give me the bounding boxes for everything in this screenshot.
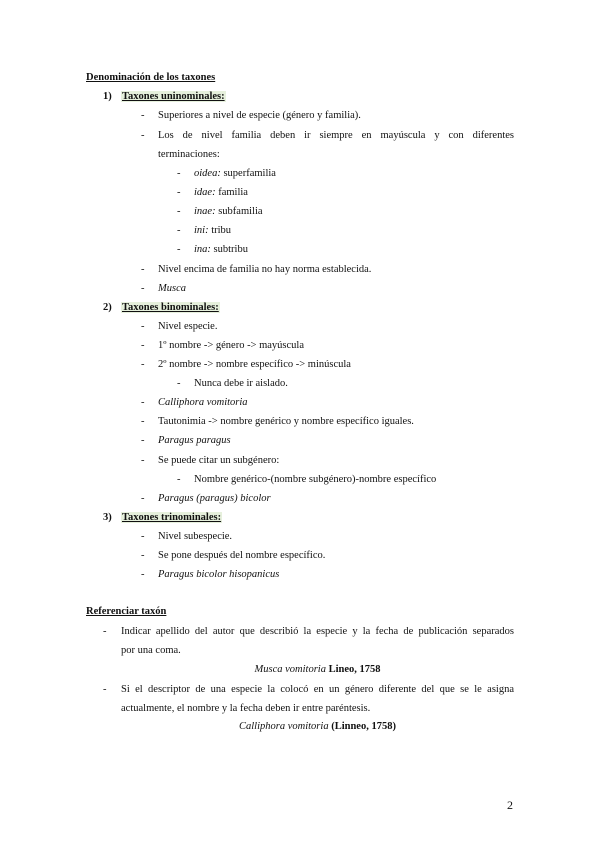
bullet-dash: -: [141, 110, 145, 121]
taxon-name: Musca: [158, 283, 186, 294]
list-number: 2): [103, 302, 112, 313]
list-item: Nivel especie.: [158, 321, 218, 332]
list-item: Superiores a nivel de especie (género y familia).: [158, 110, 361, 121]
suffix-term: inae:: [194, 206, 216, 217]
list-item: Nivel subespecie.: [158, 531, 233, 542]
paragraph-line: Indicar apellido del autor que describió la especie y la fecha de publicación separados: [121, 626, 514, 637]
bullet-dash: -: [177, 244, 181, 255]
section-title-denominacion: Denominación de los taxones: [86, 72, 216, 83]
list-number: 3): [103, 512, 112, 523]
list-item-example: [158, 283, 186, 294]
list-item: Los de nivel familia deben ir siempre en mayúscula y con diferentes: [158, 130, 514, 141]
paragraph-line: Si el descriptor de una especie la colocó en un género diferente del que se le asigna: [121, 684, 514, 695]
page-number: 2: [507, 798, 513, 812]
list-item-example: [158, 493, 271, 504]
bullet-dash: -: [141, 531, 145, 542]
list-item: 2º nombre -> nombre específico -> minúscula: [158, 359, 351, 370]
citation-example: [121, 721, 514, 732]
bullet-dash: -: [141, 569, 145, 580]
suffix-desc: subfamilia: [215, 206, 263, 217]
subsection-title-trinominales: Taxones trinominales:: [122, 512, 222, 523]
bullet-dash: -: [177, 206, 181, 217]
bullet-dash: -: [177, 187, 181, 198]
sub-list-item: Nunca debe ir aislado.: [194, 378, 288, 389]
bullet-dash: -: [141, 283, 145, 294]
bullet-dash: -: [177, 225, 181, 236]
citation-example: [121, 664, 514, 675]
bullet-dash: -: [177, 168, 181, 179]
suffix-term: idae:: [194, 187, 216, 198]
suffix-desc: subtribu: [210, 244, 248, 255]
bullet-dash: -: [177, 474, 181, 485]
bullet-dash: -: [103, 626, 107, 637]
paragraph-line: actualmente, el nombre y la fecha deben ir entre paréntesis.: [121, 703, 371, 714]
bullet-dash: -: [141, 493, 145, 504]
bullet-dash: -: [141, 416, 145, 427]
bullet-dash: -: [141, 359, 145, 370]
suffix-term: ina:: [194, 244, 211, 255]
list-item: Se pone después del nombre específico.: [158, 550, 326, 561]
list-item: Se puede citar un subgénero:: [158, 455, 280, 466]
species-name: Musca vomitoria: [254, 664, 326, 675]
list-number: 1): [103, 91, 112, 102]
bullet-dash: -: [141, 264, 145, 275]
suffix-desc: superfamilia: [220, 168, 276, 179]
list-item: Tautonimia -> nombre genérico y nombre específico iguales.: [158, 416, 414, 427]
sub-list-item: [194, 206, 263, 217]
taxon-name: Paragus bicolor hisopanicus: [158, 569, 280, 580]
sub-list-item: [194, 187, 248, 198]
bullet-dash: -: [141, 550, 145, 561]
sub-list-item: [194, 225, 231, 236]
species-name: Calliphora vomitoria: [239, 721, 329, 732]
bullet-dash: -: [141, 455, 145, 466]
bullet-dash: -: [177, 378, 181, 389]
suffix-desc: tribu: [208, 225, 232, 236]
list-item: 1º nombre -> género -> mayúscula: [158, 340, 305, 351]
sub-list-item: Nombre genérico-(nombre subgénero)-nombre específico: [194, 474, 437, 485]
taxon-name: Paragus paragus: [158, 435, 231, 446]
sub-list-item: [194, 168, 276, 179]
sub-list-item: [194, 244, 248, 255]
taxon-name: Paragus (paragus) bicolor: [158, 493, 271, 504]
bullet-dash: -: [141, 397, 145, 408]
subsection-title-uninominales: Taxones uninominales:: [122, 91, 225, 102]
bullet-dash: -: [103, 684, 107, 695]
list-item: Nivel encima de familia no hay norma establecida.: [158, 264, 372, 275]
list-item-example: [158, 435, 231, 446]
suffix-term: oidea:: [194, 168, 221, 179]
author-date: (Linneo, 1758): [328, 721, 396, 732]
subsection-title-binominales: Taxones binominales:: [122, 302, 219, 313]
list-item-example: [158, 397, 248, 408]
bullet-dash: -: [141, 435, 145, 446]
bullet-dash: -: [141, 130, 145, 141]
bullet-dash: -: [141, 321, 145, 332]
suffix-term: ini:: [194, 225, 209, 236]
section-title-referenciar: Referenciar taxón: [86, 606, 167, 617]
suffix-desc: familia: [215, 187, 248, 198]
author-date: Lineo, 1758: [325, 664, 381, 675]
list-item-continuation: terminaciones:: [158, 149, 220, 160]
paragraph-line: por una coma.: [121, 645, 181, 656]
bullet-dash: -: [141, 340, 145, 351]
taxon-name: Calliphora vomitoria: [158, 397, 248, 408]
list-item-example: [158, 569, 279, 580]
